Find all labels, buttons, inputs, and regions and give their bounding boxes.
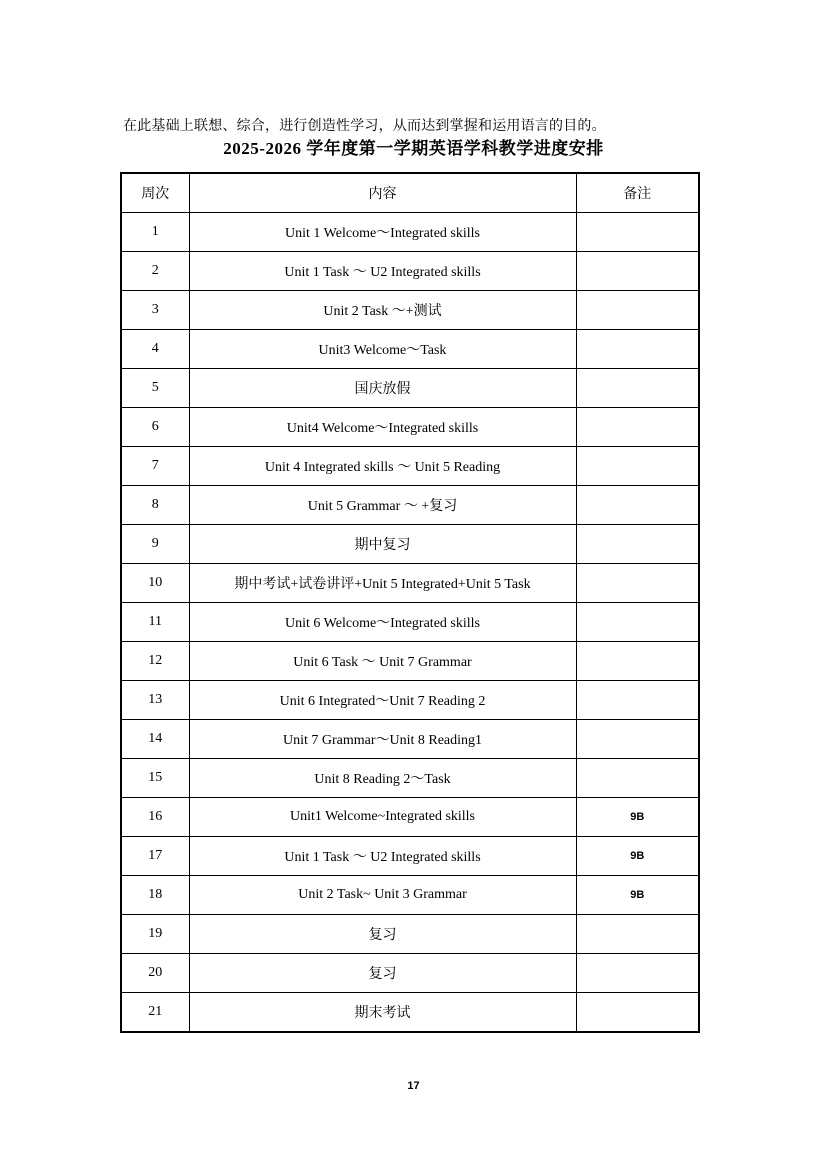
note-cell: [576, 525, 699, 564]
content-cell: 期中复习: [189, 525, 576, 564]
content-cell: Unit 8 Reading 2～Task: [189, 759, 576, 798]
week-cell: 19: [121, 915, 189, 954]
table-row: [121, 330, 699, 369]
note-cell: [576, 642, 699, 681]
week-cell: 15: [121, 759, 189, 798]
content-cell: Unit 6 Task ～ Unit 7 Grammar: [189, 642, 576, 681]
note-cell: [576, 720, 699, 759]
table-row: [121, 252, 699, 291]
content-cell: Unit 7 Grammar～Unit 8 Reading1: [189, 720, 576, 759]
table-row: [121, 564, 699, 603]
week-cell: 3: [121, 291, 189, 330]
content-cell: Unit 4 Integrated skills ～ Unit 5 Reading: [189, 447, 576, 486]
content-cell: Unit 2 Task~ Unit 3 Grammar: [189, 876, 576, 915]
content-cell: Unit 5 Grammar ～ +复习: [189, 486, 576, 525]
table-row: [121, 798, 699, 837]
note-cell: [576, 564, 699, 603]
week-cell: 7: [121, 447, 189, 486]
content-cell: Unit 1 Task ～ U2 Integrated skills: [189, 837, 576, 876]
week-cell: 21: [121, 993, 189, 1033]
content-cell: Unit 6 Integrated～Unit 7 Reading 2: [189, 681, 576, 720]
content-cell: Unit 1 Welcome～Integrated skills: [189, 213, 576, 252]
note-cell: [576, 681, 699, 720]
header-week: 周次: [121, 173, 189, 213]
week-cell: 18: [121, 876, 189, 915]
page-number: 17: [407, 1080, 420, 1092]
note-cell: [576, 759, 699, 798]
note-cell: [576, 330, 699, 369]
content-cell: 国庆放假: [189, 369, 576, 408]
intro-paragraph: 在此基础上联想、综合，进行创造性学习，从而达到掌握和运用语言的目的。: [123, 119, 606, 134]
content-cell: Unit3 Welcome～Task: [189, 330, 576, 369]
table-row: [121, 837, 699, 876]
week-cell: 16: [121, 798, 189, 837]
content-cell: Unit 2 Task ～+测试: [189, 291, 576, 330]
table-row: [121, 759, 699, 798]
content-cell: 期中考试+试卷讲评+Unit 5 Integrated+Unit 5 Task: [189, 564, 576, 603]
table-row: [121, 369, 699, 408]
note-cell: [576, 213, 699, 252]
week-cell: 20: [121, 954, 189, 993]
header-note: 备注: [576, 173, 699, 213]
note-cell: [576, 993, 699, 1033]
note-cell: [576, 252, 699, 291]
table-row: [121, 993, 699, 1033]
content-cell: Unit1 Welcome~Integrated skills: [189, 798, 576, 837]
table-row: [121, 915, 699, 954]
note-cell: [576, 369, 699, 408]
table-row: [121, 876, 699, 915]
table-row: [121, 603, 699, 642]
content-cell: 复习: [189, 954, 576, 993]
table-row: [121, 213, 699, 252]
note-cell: [576, 291, 699, 330]
note-cell: 9B: [576, 876, 699, 915]
note-cell: [576, 408, 699, 447]
table-row: [121, 720, 699, 759]
table-row: [121, 525, 699, 564]
table-row: [121, 486, 699, 525]
note-cell: [576, 486, 699, 525]
week-cell: 2: [121, 252, 189, 291]
note-cell: 9B: [576, 798, 699, 837]
table-header-row: [121, 173, 699, 213]
week-cell: 4: [121, 330, 189, 369]
table-row: [121, 447, 699, 486]
table-row: [121, 954, 699, 993]
week-cell: 9: [121, 525, 189, 564]
note-cell: [576, 915, 699, 954]
header-content: 内容: [189, 173, 576, 213]
note-cell: [576, 603, 699, 642]
content-cell: Unit 1 Task ～ U2 Integrated skills: [189, 252, 576, 291]
week-cell: 8: [121, 486, 189, 525]
note-cell: [576, 447, 699, 486]
table-row: [121, 642, 699, 681]
content-cell: Unit4 Welcome～Integrated skills: [189, 408, 576, 447]
week-cell: 11: [121, 603, 189, 642]
content-cell: Unit 6 Welcome～Integrated skills: [189, 603, 576, 642]
week-cell: 12: [121, 642, 189, 681]
week-cell: 6: [121, 408, 189, 447]
week-cell: 14: [121, 720, 189, 759]
table-row: [121, 681, 699, 720]
note-cell: [576, 954, 699, 993]
teaching-schedule-table: [120, 172, 700, 1033]
week-cell: 5: [121, 369, 189, 408]
note-cell: 9B: [576, 837, 699, 876]
page-title: 2025-2026 学年度第一学期英语学科教学进度安排: [223, 139, 604, 158]
week-cell: 1: [121, 213, 189, 252]
table-row: [121, 291, 699, 330]
week-cell: 17: [121, 837, 189, 876]
content-cell: 复习: [189, 915, 576, 954]
week-cell: 10: [121, 564, 189, 603]
week-cell: 13: [121, 681, 189, 720]
table-row: [121, 408, 699, 447]
content-cell: 期末考试: [189, 993, 576, 1033]
